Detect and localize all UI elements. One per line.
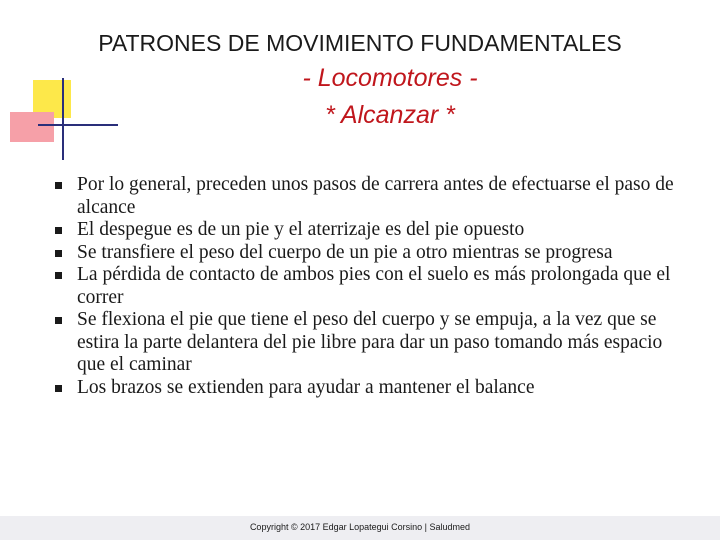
square-bullet-icon bbox=[55, 182, 62, 189]
bullet-text: La pérdida de contacto de ambos pies con el suelo es más prolongada que el correr bbox=[77, 264, 671, 308]
bullet-item bbox=[55, 174, 675, 219]
slide-subtitle: - Locomotores - bbox=[302, 64, 478, 92]
bullet-item bbox=[55, 219, 675, 242]
bullet-text: Se transfiere el peso del cuerpo de un pie a otro mientras se progresa bbox=[77, 241, 613, 263]
slide-title: PATRONES DE MOVIMIENTO FUNDAMENTALES bbox=[98, 30, 622, 56]
bullet-item bbox=[55, 264, 675, 309]
bullet-item bbox=[55, 377, 675, 400]
bullet-text: Se flexiona el pie que tiene el peso del cuerpo y se empuja, a la vez que se estira la parte delantera del pie libre para dar un paso tomando más espacio que el caminar bbox=[77, 309, 663, 375]
copyright-footer: Copyright © 2017 Edgar Lopategui Corsino | Saludmed bbox=[249, 522, 471, 532]
bullet-item bbox=[55, 242, 675, 265]
square-bullet-icon bbox=[55, 385, 62, 392]
bullet-text: Por lo general, preceden unos pasos de carrera antes de efectuarse el paso de alcance bbox=[77, 174, 674, 218]
slide-subtitle-topic: * Alcanzar * bbox=[325, 101, 455, 129]
bullet-list bbox=[55, 174, 675, 399]
square-bullet-icon bbox=[55, 272, 62, 279]
square-bullet-icon bbox=[55, 317, 62, 324]
bullet-text: El despegue es de un pie y el aterrizaje es del pie opuesto bbox=[77, 219, 525, 240]
square-bullet-icon bbox=[55, 227, 62, 234]
bullet-item bbox=[55, 309, 675, 377]
square-bullet-icon bbox=[55, 250, 62, 257]
bullet-text: Los brazos se extienden para ayudar a mantener el balance bbox=[77, 376, 535, 398]
